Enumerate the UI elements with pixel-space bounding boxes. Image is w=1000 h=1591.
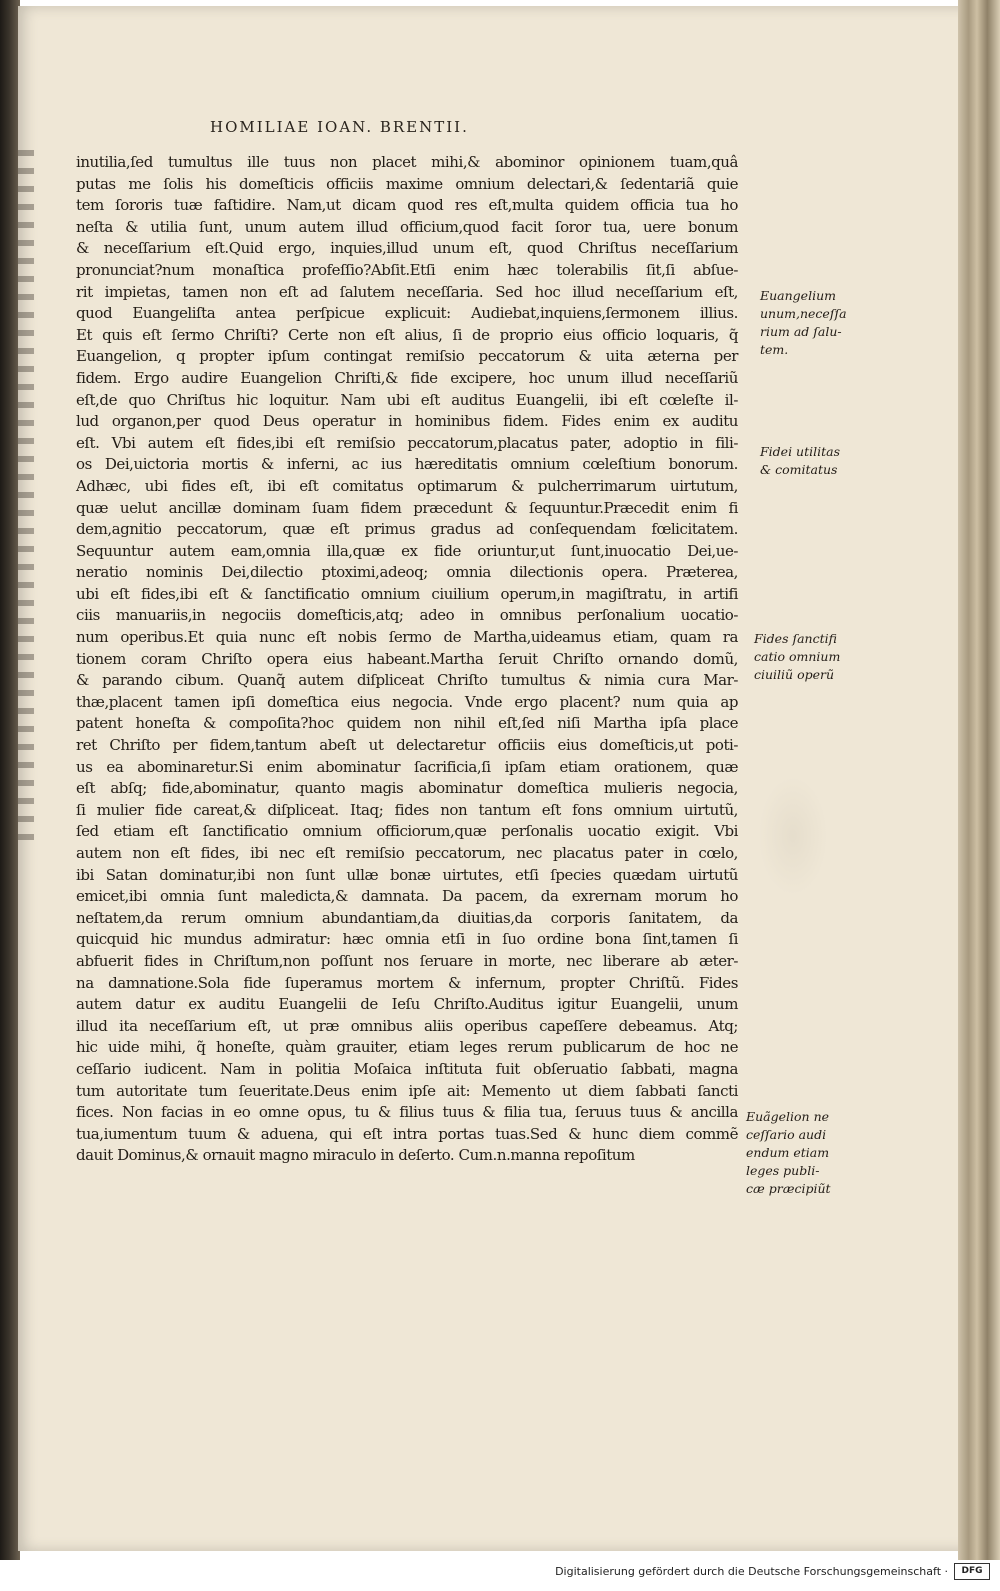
text-line: tionem coram Chriſto opera eius habeant.Martha ſeruit Chriſto ornando domũ, — [76, 649, 738, 668]
margin-note-line: Fidei utilitas — [760, 444, 840, 459]
text-line: dem,agnitio peccatorum, quæ eſt primus gradus ad conſequendam fœlicitatem. — [76, 520, 738, 539]
text-line: Euangelion, q propter ipſum contingat remiſsio peccatorum & uita æterna per — [76, 347, 738, 366]
text-line: & neceſſarium eſt.Quid ergo, inquies,illud unum eſt, quod Chriſtus neceſſarium — [76, 239, 738, 258]
text-line: ſi mulier fide careat,& diſpliceat. Itaq; fides non tantum eſt fons omnium uirtutũ, — [76, 800, 738, 819]
text-line: os Dei,uictoria mortis & inferni, ac ius hæreditatis omnium cœleſtium bonorum. — [76, 455, 738, 474]
margin-note — [760, 443, 870, 479]
margin-note-line: endum etiam — [746, 1145, 830, 1160]
text-line: hic uide mihi, q̃ honeſte, quàm grauiter, etiam leges rerum publicarum de hoc ne — [76, 1038, 738, 1057]
text-line: tum autoritate tum ſeueritate.Deus enim ipſe ait: Memento ut diem ſabbati ſancti — [76, 1081, 738, 1100]
text-line: ciis manuariis,in negociis domeſticis,atq; adeo in omnibus perſonalium uocatio- — [76, 606, 738, 625]
text-line: inutilia,ſed tumultus ille tuus non placet mihi,& abominor opinionem tuam,quâ — [76, 153, 738, 171]
text-line: fices. Non facias in eo omne opus, tu & filius tuus & filia tua, ſeruus tuus & ancilla — [76, 1103, 738, 1122]
text-line: tem ſororis tuæ faſtidire. Nam,ut dicam quod res eſt,multa quidem officia tua ho — [76, 196, 738, 215]
text-line: abfuerit fides in Chriſtum,non poſſunt nos ſeruare in morte, nec liberare ab æter- — [76, 951, 738, 970]
facing-page-fragment — [18, 150, 34, 850]
margin-note-line: unum,neceſſa — [760, 306, 847, 321]
margin-note-line: ciuiliũ operũ — [754, 667, 835, 682]
text-line: rit impietas, tamen non eſt ad ſalutem neceſſaria. Sed hoc illud neceſſarium eſt, — [76, 282, 738, 301]
text-line: Et quis eſt ſermo Chriſti? Certe non eſt alius, ſi de proprio eius officio loquaris, q̃ — [76, 325, 738, 344]
text-line: quicquid hic mundus admiratur: hæc omnia etſi in ſuo ordine bona ſint,tamen ſi — [76, 930, 738, 949]
text-line: us ea abominaretur.Si enim abominatur ſacrificia,ſi ipſam etiam orationem, quæ — [76, 757, 738, 776]
text-line: dauit Dominus,& ornauit magno miraculo in deſerto. Cum.n.manna repoſitum — [76, 1146, 635, 1165]
text-line: fidem. Ergo audire Euangelion Chriſti,& fide excipere, hoc unum illud neceſſariũ — [76, 368, 738, 387]
text-line: neſtatem,da rerum omnium abundantiam,da diuitias,da corporis ſanitatem, da — [76, 908, 738, 927]
margin-note — [746, 1108, 856, 1198]
margin-note-line: & comitatus — [760, 462, 838, 477]
margin-note-line: leges publi- — [746, 1163, 820, 1178]
text-line: eſt. Vbi autem eſt fides,ibi eſt remiſsio peccatorum,placatus pater, adoptio in fili- — [76, 433, 738, 452]
text-line: Sequuntur autem eam,omnia illa,quæ ex fide oriuntur,ut ſunt,inuocatio Dei,ue- — [76, 541, 738, 560]
paper-stain — [758, 776, 828, 896]
text-line: emicet,ibi omnia ſunt maledicta,& damnata. Da pacem, da exrernam morum ho — [76, 887, 738, 906]
text-line: illud ita neceſſarium eſt, ut præ omnibus aliis operibus capeſſere debeamus. Atq; — [76, 1016, 738, 1035]
text-line: ret Chriſto per fidem,tantum abeſt ut delectaretur officiis eius domeſticis,ut poti- — [76, 736, 738, 755]
margin-note-line: rium ad ſalu- — [760, 324, 842, 339]
text-line: thæ,placent tamen ipſi domeſtica eius negocia. Vnde ergo placent? num quia ap — [76, 692, 738, 711]
text-line: num operibus.Et quia nunc eſt nobis ſermo de Martha,uideamus etiam, quam ra — [76, 628, 738, 647]
dfg-logo: DFG — [954, 1563, 990, 1580]
body-text — [76, 152, 738, 1167]
page-fore-edge — [958, 0, 1000, 1560]
text-line: quod Euangeliſta antea perſpicue explicuit: Audiebat,inquiens,ſermonem illius. — [76, 304, 738, 323]
text-line: pronunciat?num monaſtica profeſſio?Abſit.Etſi enim hæc tolerabilis ſit,ſi abſue- — [76, 260, 738, 279]
book-spine-edge — [0, 0, 20, 1560]
margin-note-line: tem. — [760, 342, 789, 357]
text-line: eſt abſq; fide,abominatur, quanto magis abominatur domeſtica mulieris negocia, — [76, 779, 738, 798]
text-line: ceſſario iudicent. Nam in politia Moſaica inſtituta fuit obſeruatio ſabbati, magna — [76, 1059, 738, 1078]
text-line: ubi eſt fides,ibi eſt & ſanctificatio omnium ciuilium operum,in magiſtratu, in artifi — [76, 584, 738, 603]
text-line: patent honeſta & compoſita?hoc quidem non nihil eſt,ſed niſi Martha ipſa place — [76, 714, 738, 733]
margin-note-line: Euãgelion ne — [746, 1109, 830, 1124]
margin-note-line: Fides ſanctifi — [754, 631, 837, 646]
digitization-credit: Digitalisierung gefördert durch die Deutsche Forschungsgemeinschaft · — [555, 1565, 948, 1578]
text-line: neſta & utilia ſunt, unum autem illud officium,quod facit ſoror tua, uere bonum — [76, 217, 738, 236]
text-line: ſed etiam eſt ſanctificatio omnium officiorum,quæ perſonalis uocatio exigit. Vbi — [76, 822, 738, 841]
text-line: lud organon,per quod Deus operatur in hominibus fidem. Fides enim ex auditu — [76, 412, 738, 431]
text-line: eſt,de quo Chriſtus hic loquitur. Nam ubi eſt auditus Euangelii, ibi eſt cœleſte il- — [76, 390, 738, 409]
text-line: & parando cibum. Quanq̃ autem diſpliceat Chriſto tumultus & nimia cura Mar- — [76, 671, 738, 690]
text-line: Adhæc, ubi fides eſt, ibi eſt comitatus optimarum & pulcherrimarum uirtutum, — [76, 476, 738, 495]
text-line: autem datur ex auditu Euangelii de Ieſu Chriſto.Auditus igitur Euangelii, unum — [76, 995, 738, 1014]
margin-note-line: ceſſario audi — [746, 1127, 827, 1142]
margin-note — [754, 630, 864, 684]
margin-note-line: cæ præcipiũt — [746, 1181, 831, 1196]
text-line: autem non eſt fides, ibi nec eſt remiſsio peccatorum, nec placatus pater in cœlo, — [76, 844, 738, 862]
text-line: putas me ſolis his domeſticis officiis maxime omnium delectari,& ſedentariã quie — [76, 174, 738, 193]
text-line: neratio nominis Dei,dilectio ptoximi,adeoq; omnia dilectionis opera. Præterea, — [76, 563, 738, 582]
text-line: quæ uelut ancillæ dominam ſuam fidem præcedunt & ſequuntur.Præcedit enim fi — [76, 498, 738, 517]
margin-note-line: Euangelium — [760, 288, 836, 303]
margin-note — [760, 287, 870, 359]
running-head: HOMILIAE IOAN. BRENTII. — [210, 118, 469, 136]
text-line: tua,iumentum tuum & aduena, qui eſt intra portas tuas.Sed & hunc diem commẽ — [76, 1124, 738, 1143]
text-line: ibi Satan dominatur,ibi non ſunt ullæ bonæ uirtutes, etſi ſpecies quædam uirtutũ — [76, 865, 738, 884]
text-line: na damnatione.Sola fide ſuperamus mortem & infernum, propter Chriſtũ. Fides — [76, 973, 738, 992]
margin-note-line: catio omnium — [754, 649, 841, 664]
